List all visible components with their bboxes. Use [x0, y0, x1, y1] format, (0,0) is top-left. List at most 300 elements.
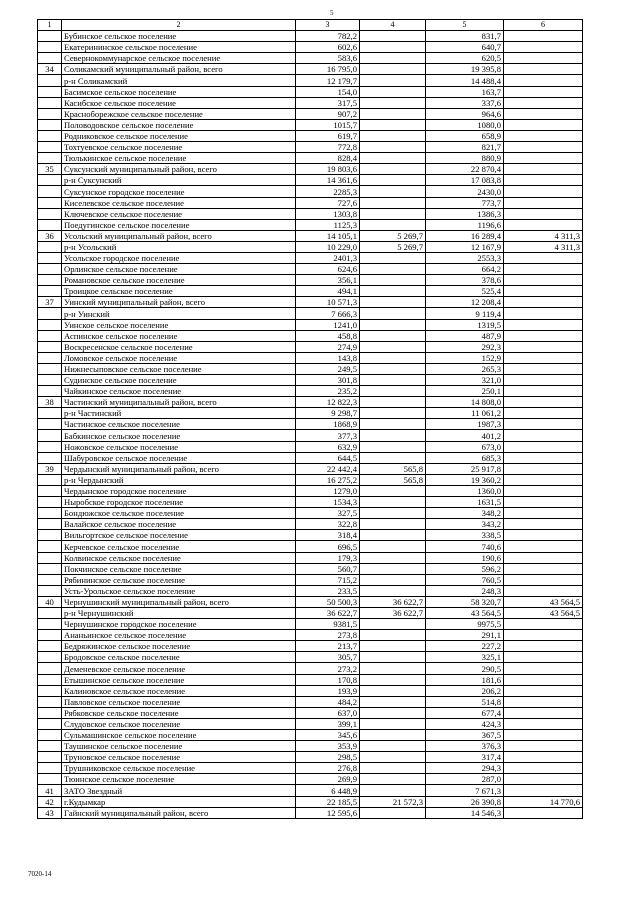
value-cell: 6 448,9 — [296, 785, 360, 796]
row-number-cell — [38, 519, 62, 530]
header-cell: 6 — [504, 20, 583, 31]
value-cell: 377,3 — [296, 430, 360, 441]
row-number-cell — [38, 108, 62, 119]
value-cell — [360, 363, 426, 374]
value-cell — [360, 419, 426, 430]
value-cell: 880,9 — [426, 153, 504, 164]
table-row — [38, 230, 583, 241]
value-cell — [504, 130, 583, 141]
table-row — [38, 796, 583, 807]
value-cell: 25 917,8 — [426, 463, 504, 474]
table-row — [38, 386, 583, 397]
value-cell: 22 870,4 — [426, 164, 504, 175]
value-cell — [504, 219, 583, 230]
value-cell — [504, 363, 583, 374]
value-cell — [360, 774, 426, 785]
value-cell: 43 564,5 — [504, 596, 583, 607]
value-cell: 2430,0 — [426, 186, 504, 197]
name-cell: Усольский муниципальный район, всего — [62, 230, 296, 241]
row-number-cell — [38, 42, 62, 53]
value-cell — [504, 685, 583, 696]
value-cell: 484,2 — [296, 696, 360, 707]
value-cell: 9 119,4 — [426, 308, 504, 319]
name-cell: Севернокоммунарское сельское поселение — [62, 53, 296, 64]
value-cell — [504, 663, 583, 674]
table-row — [38, 563, 583, 574]
name-cell: Таушинское сельское поселение — [62, 741, 296, 752]
value-cell: 327,5 — [296, 508, 360, 519]
name-cell: Бедряжинское сельское поселение — [62, 641, 296, 652]
name-cell: ЗАТО Звездный — [62, 785, 296, 796]
table-row — [38, 419, 583, 430]
value-cell — [360, 341, 426, 352]
value-cell: 619,7 — [296, 130, 360, 141]
row-number-cell: 38 — [38, 397, 62, 408]
value-cell — [360, 785, 426, 796]
value-cell: 16 275,2 — [296, 474, 360, 485]
name-cell: Шабуровское сельское поселение — [62, 452, 296, 463]
row-number-cell — [38, 430, 62, 441]
value-cell — [504, 153, 583, 164]
value-cell — [504, 164, 583, 175]
name-cell: Вильгортское сельское поселение — [62, 530, 296, 541]
row-number-cell — [38, 752, 62, 763]
value-cell: 10 229,0 — [296, 241, 360, 252]
value-cell — [504, 530, 583, 541]
value-cell: 632,9 — [296, 441, 360, 452]
value-cell — [360, 252, 426, 263]
value-cell: 9975,5 — [426, 619, 504, 630]
value-cell — [504, 563, 583, 574]
value-cell: 16 795,0 — [296, 64, 360, 75]
row-number-cell — [38, 741, 62, 752]
value-cell: 487,9 — [426, 330, 504, 341]
value-cell: 343,2 — [426, 519, 504, 530]
value-cell: 14 808,0 — [426, 397, 504, 408]
value-cell: 321,0 — [426, 375, 504, 386]
name-cell: Ныробское городское поселение — [62, 497, 296, 508]
name-cell: Калиновское сельское поселение — [62, 685, 296, 696]
value-cell — [504, 452, 583, 463]
name-cell: Суксунский муниципальный район, всего — [62, 164, 296, 175]
row-number-cell — [38, 153, 62, 164]
value-cell — [360, 219, 426, 230]
table-row — [38, 153, 583, 164]
name-cell: Красноборежское сельское поселение — [62, 108, 296, 119]
row-number-cell — [38, 352, 62, 363]
name-cell: р-н Уинский — [62, 308, 296, 319]
row-number-cell: 40 — [38, 596, 62, 607]
table-row — [38, 607, 583, 618]
value-cell — [360, 375, 426, 386]
value-cell: 673,0 — [426, 441, 504, 452]
table-row — [38, 596, 583, 607]
row-number-cell — [38, 530, 62, 541]
row-number-cell: 35 — [38, 164, 62, 175]
value-cell — [504, 774, 583, 785]
table-row — [38, 752, 583, 763]
value-cell — [360, 31, 426, 42]
name-cell: г.Кудымкар — [62, 796, 296, 807]
table-row — [38, 397, 583, 408]
value-cell: 36 622,7 — [360, 596, 426, 607]
value-cell — [360, 619, 426, 630]
value-cell: 22 185,5 — [296, 796, 360, 807]
name-cell: Слудовское сельское поселение — [62, 718, 296, 729]
value-cell: 248,3 — [426, 585, 504, 596]
row-number-cell — [38, 241, 62, 252]
table-row — [38, 264, 583, 275]
value-cell: 14 488,4 — [426, 75, 504, 86]
row-number-cell: 37 — [38, 297, 62, 308]
value-cell: 273,8 — [296, 630, 360, 641]
row-number-cell: 36 — [38, 230, 62, 241]
row-number-cell — [38, 696, 62, 707]
name-cell: Тюинское сельское поселение — [62, 774, 296, 785]
value-cell: 1360,0 — [426, 485, 504, 496]
value-cell: 525,4 — [426, 286, 504, 297]
value-cell: 4 311,3 — [504, 241, 583, 252]
value-cell: 727,6 — [296, 197, 360, 208]
table-header-row — [38, 20, 583, 31]
row-number-cell — [38, 441, 62, 452]
name-cell: Бродовское сельское поселение — [62, 652, 296, 663]
table-row — [38, 275, 583, 286]
table-row — [38, 730, 583, 741]
value-cell: 43 564,5 — [426, 607, 504, 618]
value-cell: 964,6 — [426, 108, 504, 119]
value-cell — [504, 397, 583, 408]
row-number-cell — [38, 31, 62, 42]
name-cell: Труновское сельское поселение — [62, 752, 296, 763]
name-cell: Половодовское сельское поселение — [62, 119, 296, 130]
table-row — [38, 519, 583, 530]
value-cell: 193,9 — [296, 685, 360, 696]
row-number-cell: 41 — [38, 785, 62, 796]
value-cell — [504, 730, 583, 741]
table-row — [38, 252, 583, 263]
value-cell: 143,8 — [296, 352, 360, 363]
name-cell: р-н Суксунский — [62, 175, 296, 186]
value-cell: 235,2 — [296, 386, 360, 397]
value-cell — [360, 86, 426, 97]
row-number-cell — [38, 541, 62, 552]
value-cell: 17 083,8 — [426, 175, 504, 186]
row-number-cell — [38, 707, 62, 718]
name-cell: р-н Частинский — [62, 408, 296, 419]
value-cell — [360, 763, 426, 774]
value-cell: 637,0 — [296, 707, 360, 718]
table-row — [38, 75, 583, 86]
table-row — [38, 97, 583, 108]
value-cell: 514,8 — [426, 696, 504, 707]
value-cell — [504, 208, 583, 219]
value-cell: 233,5 — [296, 585, 360, 596]
value-cell — [504, 463, 583, 474]
value-cell — [504, 508, 583, 519]
value-cell: 21 572,3 — [360, 796, 426, 807]
table-row — [38, 807, 583, 818]
name-cell: Частинское сельское поселение — [62, 419, 296, 430]
row-number-cell — [38, 197, 62, 208]
value-cell: 50 500,3 — [296, 596, 360, 607]
name-cell: Басимское сельское поселение — [62, 86, 296, 97]
value-cell — [504, 630, 583, 641]
row-number-cell — [38, 186, 62, 197]
value-cell — [504, 252, 583, 263]
value-cell: 181,6 — [426, 674, 504, 685]
name-cell: Усть-Урольское сельское поселение — [62, 585, 296, 596]
value-cell — [504, 119, 583, 130]
name-cell: Тюлькинское сельское поселение — [62, 153, 296, 164]
value-cell — [504, 308, 583, 319]
value-cell: 287,0 — [426, 774, 504, 785]
table-row — [38, 241, 583, 252]
table-row — [38, 574, 583, 585]
value-cell — [504, 108, 583, 119]
value-cell — [360, 64, 426, 75]
name-cell: р-н Чернушинский — [62, 607, 296, 618]
name-cell: Рябининское сельское поселение — [62, 574, 296, 585]
row-number-cell — [38, 275, 62, 286]
name-cell: Воскресенское сельское поселение — [62, 341, 296, 352]
value-cell — [504, 430, 583, 441]
name-cell: Судинское сельское поселение — [62, 375, 296, 386]
value-cell — [360, 630, 426, 641]
budget-table — [37, 19, 583, 819]
value-cell — [360, 264, 426, 275]
value-cell: 250,1 — [426, 386, 504, 397]
value-cell: 154,0 — [296, 86, 360, 97]
value-cell: 664,2 — [426, 264, 504, 275]
value-cell — [504, 408, 583, 419]
value-cell: 7 666,3 — [296, 308, 360, 319]
row-number-cell — [38, 308, 62, 319]
row-number-cell — [38, 252, 62, 263]
value-cell — [504, 386, 583, 397]
name-cell: Уинское сельское поселение — [62, 319, 296, 330]
value-cell — [360, 175, 426, 186]
value-cell — [504, 341, 583, 352]
value-cell: 565,8 — [360, 474, 426, 485]
table-row — [38, 663, 583, 674]
page-number: 5 — [330, 9, 334, 17]
table-row — [38, 552, 583, 563]
value-cell — [360, 197, 426, 208]
value-cell: 298,5 — [296, 752, 360, 763]
value-cell: 424,3 — [426, 718, 504, 729]
value-cell — [504, 652, 583, 663]
table-row — [38, 741, 583, 752]
value-cell — [504, 64, 583, 75]
value-cell: 12 822,3 — [296, 397, 360, 408]
value-cell — [360, 119, 426, 130]
value-cell — [504, 752, 583, 763]
header-cell: 1 — [38, 20, 62, 31]
row-number-cell — [38, 607, 62, 618]
value-cell — [360, 663, 426, 674]
value-cell — [504, 297, 583, 308]
name-cell: Павловское сельское поселение — [62, 696, 296, 707]
table-row — [38, 330, 583, 341]
value-cell — [504, 763, 583, 774]
value-cell: 16 289,4 — [426, 230, 504, 241]
value-cell — [360, 530, 426, 541]
name-cell: Касибское сельское поселение — [62, 97, 296, 108]
row-number-cell — [38, 75, 62, 86]
table-row — [38, 186, 583, 197]
value-cell: 640,7 — [426, 42, 504, 53]
value-cell — [360, 42, 426, 53]
value-cell: 782,2 — [296, 31, 360, 42]
value-cell: 401,2 — [426, 430, 504, 441]
value-cell: 399,1 — [296, 718, 360, 729]
value-cell: 317,4 — [426, 752, 504, 763]
row-number-cell — [38, 485, 62, 496]
value-cell: 19 360,2 — [426, 474, 504, 485]
value-cell — [504, 375, 583, 386]
value-cell — [504, 31, 583, 42]
value-cell: 1125,3 — [296, 219, 360, 230]
value-cell — [360, 585, 426, 596]
value-cell: 190,6 — [426, 552, 504, 563]
name-cell: Поедугинское сельское поселение — [62, 219, 296, 230]
table-row — [38, 541, 583, 552]
value-cell: 19 395,8 — [426, 64, 504, 75]
name-cell: Гайнский муниципальный район, всего — [62, 807, 296, 818]
value-cell: 378,6 — [426, 275, 504, 286]
value-cell — [360, 330, 426, 341]
value-cell: 227,2 — [426, 641, 504, 652]
table-row — [38, 630, 583, 641]
value-cell — [504, 619, 583, 630]
value-cell: 1080,0 — [426, 119, 504, 130]
value-cell: 1319,5 — [426, 319, 504, 330]
value-cell — [504, 707, 583, 718]
value-cell — [360, 397, 426, 408]
value-cell: 325,1 — [426, 652, 504, 663]
name-cell: Чердынское городское поселение — [62, 485, 296, 496]
row-number-cell — [38, 363, 62, 374]
value-cell: 9381,5 — [296, 619, 360, 630]
header-cell: 2 — [62, 20, 296, 31]
value-cell — [504, 497, 583, 508]
value-cell: 305,7 — [296, 652, 360, 663]
value-cell — [360, 130, 426, 141]
row-number-cell — [38, 652, 62, 663]
value-cell: 773,7 — [426, 197, 504, 208]
value-cell: 2553,3 — [426, 252, 504, 263]
value-cell: 179,3 — [296, 552, 360, 563]
row-number-cell — [38, 386, 62, 397]
value-cell — [360, 186, 426, 197]
value-cell: 10 571,3 — [296, 297, 360, 308]
value-cell: 1868,9 — [296, 419, 360, 430]
table-row — [38, 219, 583, 230]
value-cell: 9 298,7 — [296, 408, 360, 419]
value-cell — [504, 75, 583, 86]
table-row — [38, 685, 583, 696]
value-cell — [360, 164, 426, 175]
table-row — [38, 674, 583, 685]
row-number-cell — [38, 497, 62, 508]
value-cell — [360, 430, 426, 441]
value-cell: 2401,3 — [296, 252, 360, 263]
value-cell: 831,7 — [426, 31, 504, 42]
row-number-cell — [38, 452, 62, 463]
value-cell — [504, 785, 583, 796]
name-cell: Ключевское сельское поселение — [62, 208, 296, 219]
table-row — [38, 64, 583, 75]
value-cell — [504, 197, 583, 208]
value-cell — [360, 563, 426, 574]
table-row — [38, 286, 583, 297]
table-row — [38, 175, 583, 186]
value-cell — [504, 574, 583, 585]
row-number-cell — [38, 408, 62, 419]
row-number-cell — [38, 130, 62, 141]
value-cell: 602,6 — [296, 42, 360, 53]
row-number-cell — [38, 718, 62, 729]
header-cell: 4 — [360, 20, 426, 31]
name-cell: р-н Чердынский — [62, 474, 296, 485]
value-cell: 19 803,6 — [296, 164, 360, 175]
name-cell: Орлинское сельское поселение — [62, 264, 296, 275]
value-cell: 1196,6 — [426, 219, 504, 230]
value-cell: 772,8 — [296, 142, 360, 153]
table-row — [38, 463, 583, 474]
row-number-cell — [38, 419, 62, 430]
value-cell — [360, 707, 426, 718]
name-cell: Екатерининское сельское поселение — [62, 42, 296, 53]
name-cell: Чердынский муниципальный район, всего — [62, 463, 296, 474]
table-row — [38, 530, 583, 541]
value-cell: 1631,5 — [426, 497, 504, 508]
table-row — [38, 86, 583, 97]
value-cell — [504, 53, 583, 64]
row-number-cell — [38, 585, 62, 596]
value-cell: 715,2 — [296, 574, 360, 585]
row-number-cell — [38, 264, 62, 275]
row-number-cell — [38, 319, 62, 330]
name-cell: Аспинское сельское поселение — [62, 330, 296, 341]
value-cell: 1303,8 — [296, 208, 360, 219]
row-number-cell — [38, 563, 62, 574]
value-cell: 740,6 — [426, 541, 504, 552]
table-row — [38, 785, 583, 796]
row-number-cell — [38, 142, 62, 153]
value-cell — [360, 386, 426, 397]
value-cell — [360, 352, 426, 363]
value-cell: 5 269,7 — [360, 241, 426, 252]
value-cell — [504, 186, 583, 197]
value-cell — [504, 275, 583, 286]
row-number-cell — [38, 341, 62, 352]
row-number-cell — [38, 474, 62, 485]
table-row — [38, 375, 583, 386]
value-cell: 1279,0 — [296, 485, 360, 496]
name-cell: Тохтуевское сельское поселение — [62, 142, 296, 153]
row-number-cell — [38, 574, 62, 585]
value-cell: 12 167,9 — [426, 241, 504, 252]
value-cell — [504, 42, 583, 53]
table-row — [38, 208, 583, 219]
value-cell: 43 564,5 — [504, 607, 583, 618]
value-cell: 152,9 — [426, 352, 504, 363]
value-cell: 14 770,6 — [504, 796, 583, 807]
value-cell — [504, 441, 583, 452]
value-cell: 458,8 — [296, 330, 360, 341]
